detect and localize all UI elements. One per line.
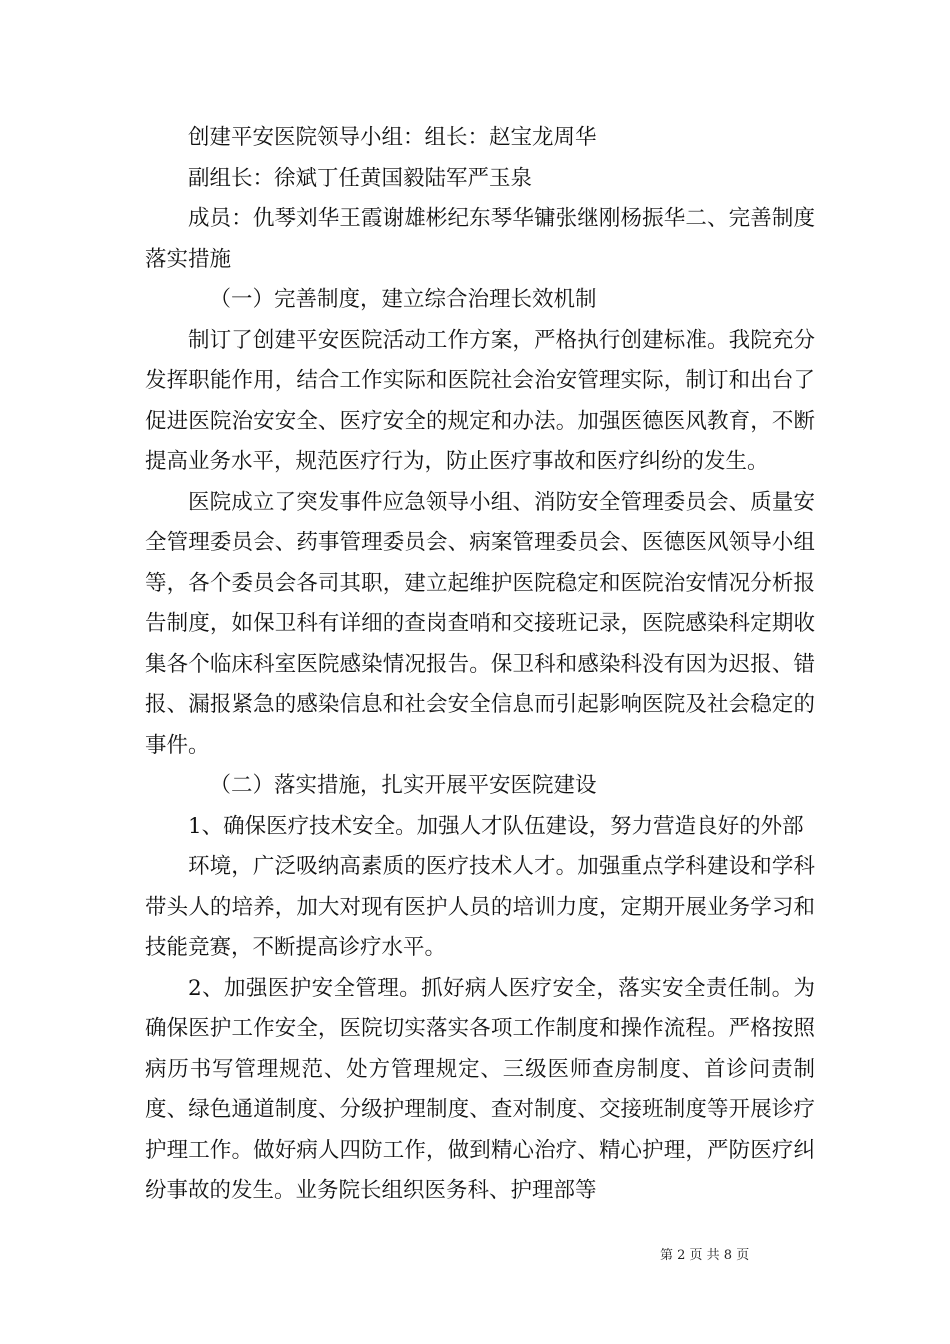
paragraph-plan: 制订了创建平安医院活动工作方案，严格执行创建标准。我院充分发挥职能作用，结合工作实际和医院社会治安管理实际，制订和出台了促进医院治安安全、医疗安全的规定和办法。加强医德医风教育，不断提高业务水平，规范医疗行为，防止医疗事故和医疗纠纷的发生。 (145, 327, 815, 474)
section-heading-1: （一）完善制度，建立综合治理长效机制 (209, 287, 597, 312)
paragraph-committees: 医院成立了突发事件应急领导小组、消防安全管理委员会、质量安全管理委员会、药事管理委员会、病案管理委员会、医德医风领导小组等，各个委员会各司其职，建立起维护医院稳定和医院治安情况分析报告制度，如保卫科有详细的查岗查哨和交接班记录，医院感染科定期收集各个临床科室医院感染情况报告。保卫科和感染科没有因为迟报、错报、漏报紧急的感染信息和社会安全信息而引起影响医院及社会稳定的事件。 (145, 489, 815, 758)
page-number-footer: 第 2 页 共 8 页 (660, 1248, 750, 1263)
item-1-body: 环境，广泛吸纳高素质的医疗技术人才。加强重点学科建设和学科带头人的培养，加大对现有医护人员的培训力度，定期开展业务学习和技能竞赛，不断提高诊疗水平。 (145, 854, 815, 960)
deputy-leader-line: 副组长：徐斌丁任黄国毅陆军严玉泉 (188, 165, 533, 191)
section-heading-2: （二）落实措施，扎实开展平安医院建设 (209, 773, 597, 798)
item-1-heading: 1、确保医疗技术安全。加强人才队伍建设，努力营造良好的外部 (188, 813, 804, 839)
leadership-group-line: 创建平安医院领导小组：组长：赵宝龙周华 (188, 125, 597, 150)
item-2-body: 2、加强医护安全管理。抓好病人医疗安全，落实安全责任制。为确保医护工作安全，医院切实落实各项工作制度和操作流程。严格按照病历书写管理规范、处方管理规定、三级医师查房制度、首诊问责制度、绿色通道制度、分级护理制度、查对制度、交接班制度等开展诊疗护理工作。做好病人四防工作，做到精心治疗、精心护理，严防医疗纠纷事故的发生。业务院长组织医务科、护理部等 (145, 975, 815, 1203)
document-body (145, 118, 815, 1212)
members-line: 成员：仇琴刘华王霞谢雄彬纪东琴华镛张继刚杨振华二、完善制度落实措施 (145, 206, 815, 272)
